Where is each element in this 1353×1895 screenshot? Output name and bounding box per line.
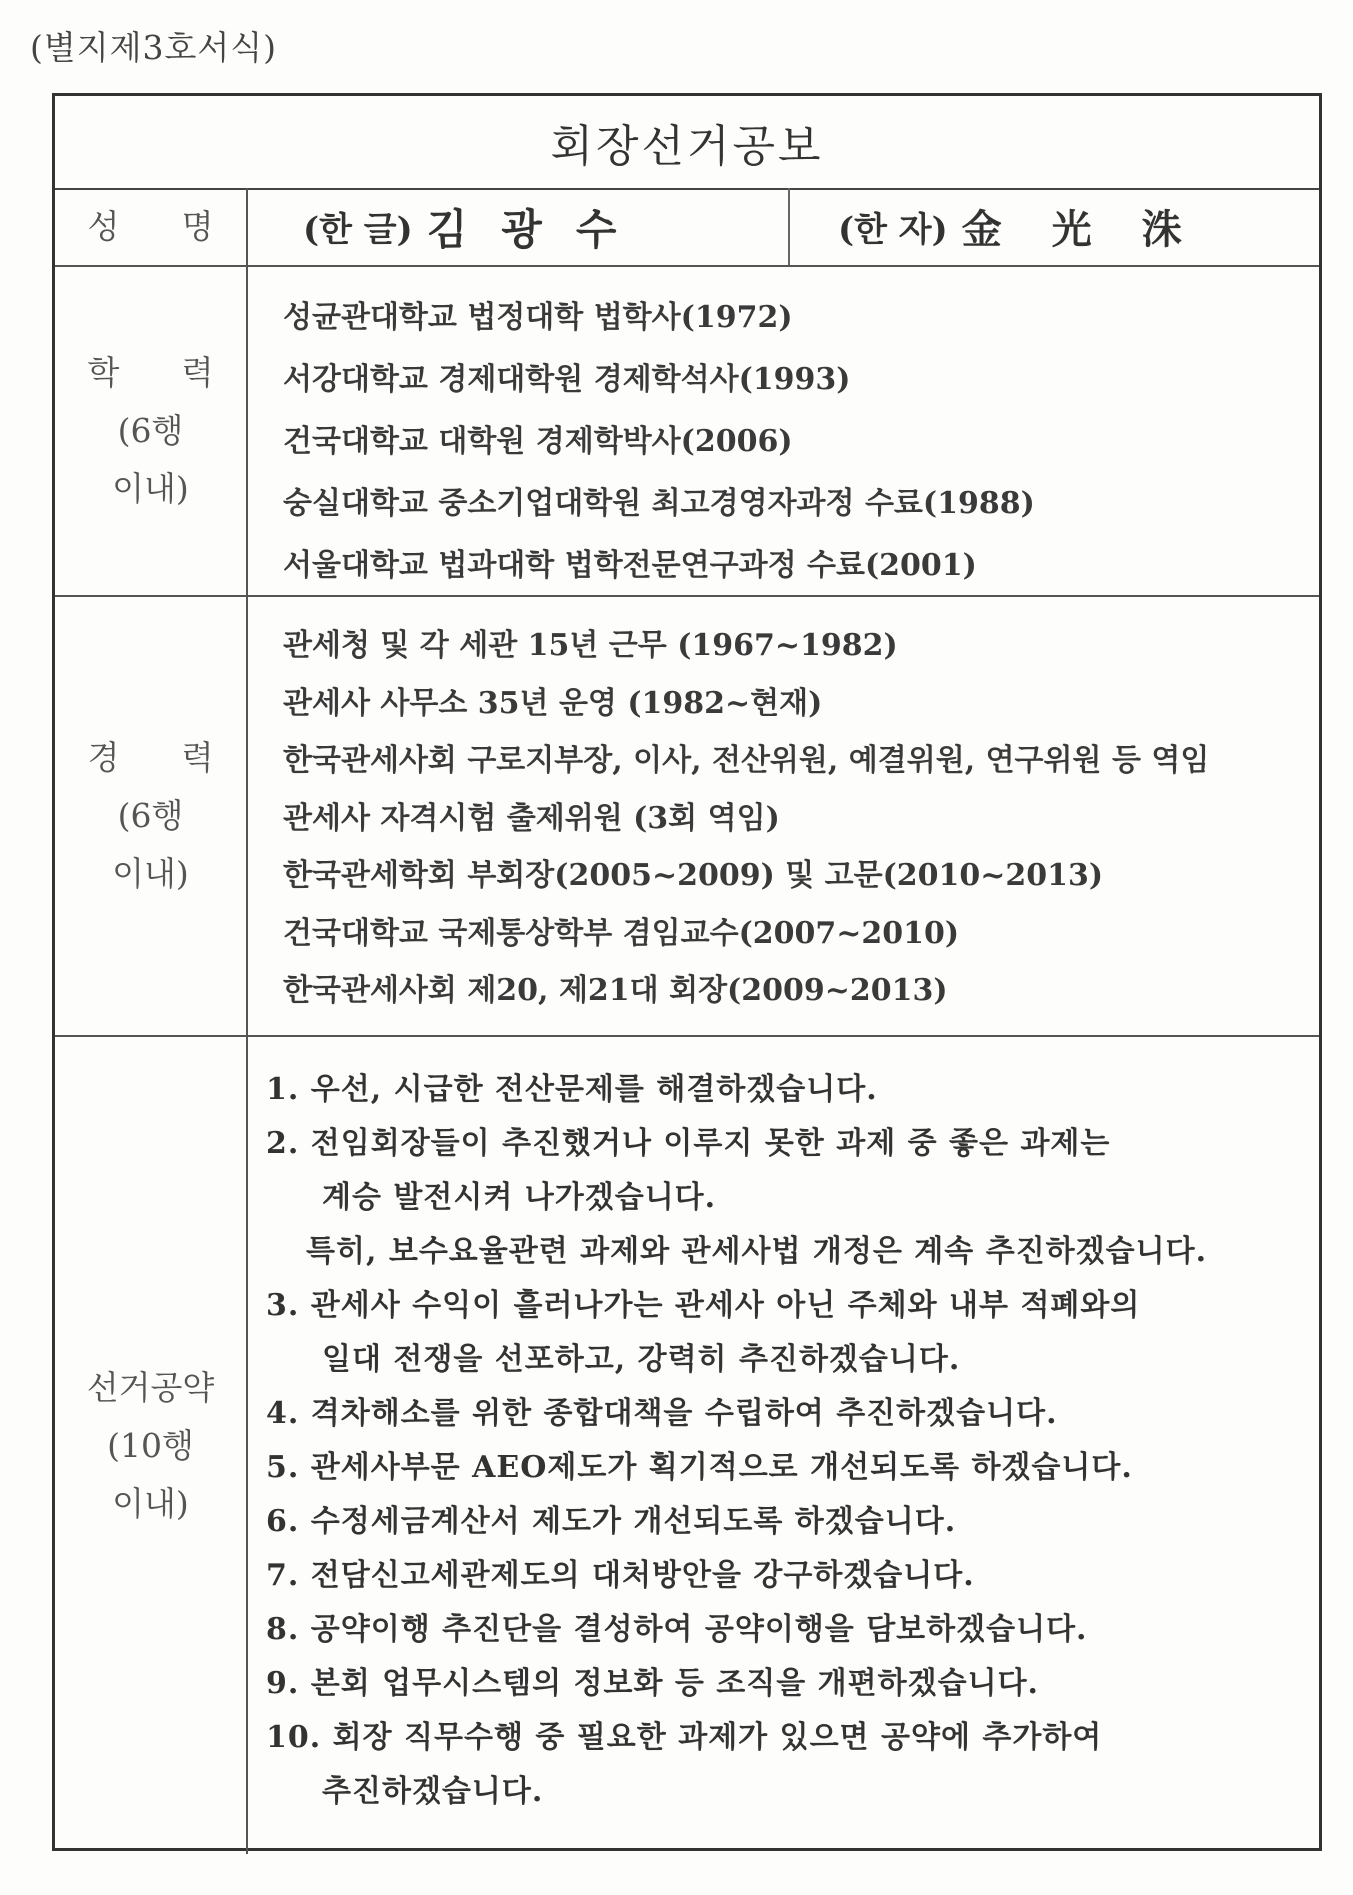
career-item: 관세사 사무소 35년 운영 (1982~현재) — [283, 685, 823, 721]
education-list — [283, 287, 1035, 597]
pledge-line-continuation: 일대 전쟁을 선포하고, 강력히 추진하겠습니다. — [322, 1342, 961, 1377]
name-label-char-1: 성 — [87, 206, 120, 246]
pledges-note-line-2: 이내) — [112, 1483, 189, 1523]
career-item: 한국관세사회 제20, 제21대 회장(2009~2013) — [283, 973, 948, 1008]
pledges-label: 선거공약 — [86, 1367, 215, 1407]
pledge-line: 1. 우선, 시급한 전산문제를 해결하겠습니다. — [266, 1072, 878, 1107]
career-list — [283, 617, 1209, 1020]
korean-name-group — [303, 188, 650, 265]
name-label-char-2: 명 — [181, 206, 214, 246]
name-content-cell — [248, 188, 1319, 265]
career-label — [88, 729, 214, 787]
education-item: 서울대학교 법과대학 법학전문연구과정 수료(2001) — [283, 548, 977, 583]
career-label-char-1: 경 — [87, 738, 120, 777]
education-note-line-1: (6행 — [117, 411, 184, 450]
career-row — [55, 597, 1319, 1037]
hanja-name-value: 金光洙 — [961, 206, 1232, 253]
name-divider — [788, 188, 790, 265]
pledges-note-line-1: (10행 — [107, 1425, 194, 1465]
pledges-list — [266, 1063, 1207, 1819]
korean-name-tag: (한 글) — [303, 210, 413, 250]
pledge-line-note: 특히, 보수요율관련 과제와 관세사법 개정은 계속 추진하겠습니다. — [306, 1234, 1208, 1269]
pledge-line: 6. 수정세금계산서 제도가 개선되도록 하겠습니다. — [266, 1504, 957, 1539]
education-label-cell — [55, 267, 248, 595]
career-item: 건국대학교 국제통상학부 겸임교수(2007~2010) — [283, 915, 960, 951]
education-item: 건국대학교 대학원 경제학박사(2006) — [283, 424, 793, 459]
election-bulletin-form — [52, 93, 1322, 1851]
education-content-cell — [248, 267, 1319, 595]
pledge-line: 5. 관세사부문 AEO제도가 획기적으로 개선되도록 하겠습니다. — [266, 1450, 1133, 1485]
pledges-label-cell — [55, 1037, 248, 1854]
education-label-char-1: 학 — [87, 353, 120, 392]
pledge-line: 7. 전담신고세관제도의 대처방안을 강구하겠습니다. — [266, 1558, 975, 1593]
pledge-line: 10. 회장 직무수행 중 필요한 과제가 있으면 공약에 추가하여 — [266, 1720, 1103, 1755]
pledge-line: 9. 본회 업무시스템의 정보화 등 조직을 개편하겠습니다. — [266, 1666, 1039, 1701]
career-content-cell — [248, 597, 1319, 1035]
pledge-line: 4. 격차해소를 위한 종합대책을 수립하여 추진하겠습니다. — [266, 1396, 1058, 1431]
career-label-char-2: 력 — [181, 738, 214, 777]
pledge-line: 8. 공약이행 추진단을 결성하여 공약이행을 담보하겠습니다. — [266, 1612, 1088, 1647]
career-item: 한국관세학회 부회장(2005~2009) 및 고문(2010~2013) — [283, 858, 1104, 893]
name-row — [55, 188, 1319, 267]
education-note-line-2: 이내) — [112, 469, 189, 508]
career-item: 관세사 자격시험 출제위원 (3회 역임) — [283, 800, 780, 836]
form-title: 회장선거공보 — [55, 96, 1319, 190]
education-item: 성균관대학교 법정대학 법학사(1972) — [283, 300, 793, 335]
pledges-content-cell — [248, 1037, 1319, 1854]
education-item: 숭실대학교 중소기업대학원 최고경영자과정 수료(1988) — [283, 486, 1035, 521]
pledge-line: 2. 전임회장들이 추진했거나 이루지 못한 과제 중 좋은 과제는 — [266, 1126, 1111, 1161]
form-number-label: (별지제3호서식) — [30, 28, 278, 67]
career-note-line-1: (6행 — [117, 796, 184, 835]
name-label-cell — [55, 188, 248, 265]
career-item: 관세청 및 각 세관 15년 근무 (1967~1982) — [283, 628, 898, 663]
education-label — [88, 344, 214, 402]
pledge-line-continuation: 추진하겠습니다. — [322, 1774, 544, 1809]
career-item: 한국관세사회 구로지부장, 이사, 전산위원, 예결위원, 연구위원 등 역임 — [283, 743, 1210, 778]
education-item: 서강대학교 경제대학원 경제학석사(1993) — [283, 362, 851, 397]
name-label — [88, 198, 214, 256]
career-label-cell — [55, 597, 248, 1035]
pledge-line: 3. 관세사 수익이 흘러나가는 관세사 아닌 주체와 내부 적폐와의 — [266, 1288, 1141, 1323]
education-label-char-2: 력 — [181, 353, 214, 392]
education-row — [55, 267, 1319, 597]
hanja-name-group — [838, 188, 1232, 265]
career-note-line-2: 이내) — [112, 854, 189, 893]
pledge-line-continuation: 계승 발전시켜 나가겠습니다. — [322, 1180, 717, 1215]
hanja-name-tag: (한 자) — [838, 210, 948, 250]
korean-name-value: 김광수 — [426, 204, 651, 254]
pledges-row — [55, 1037, 1319, 1854]
